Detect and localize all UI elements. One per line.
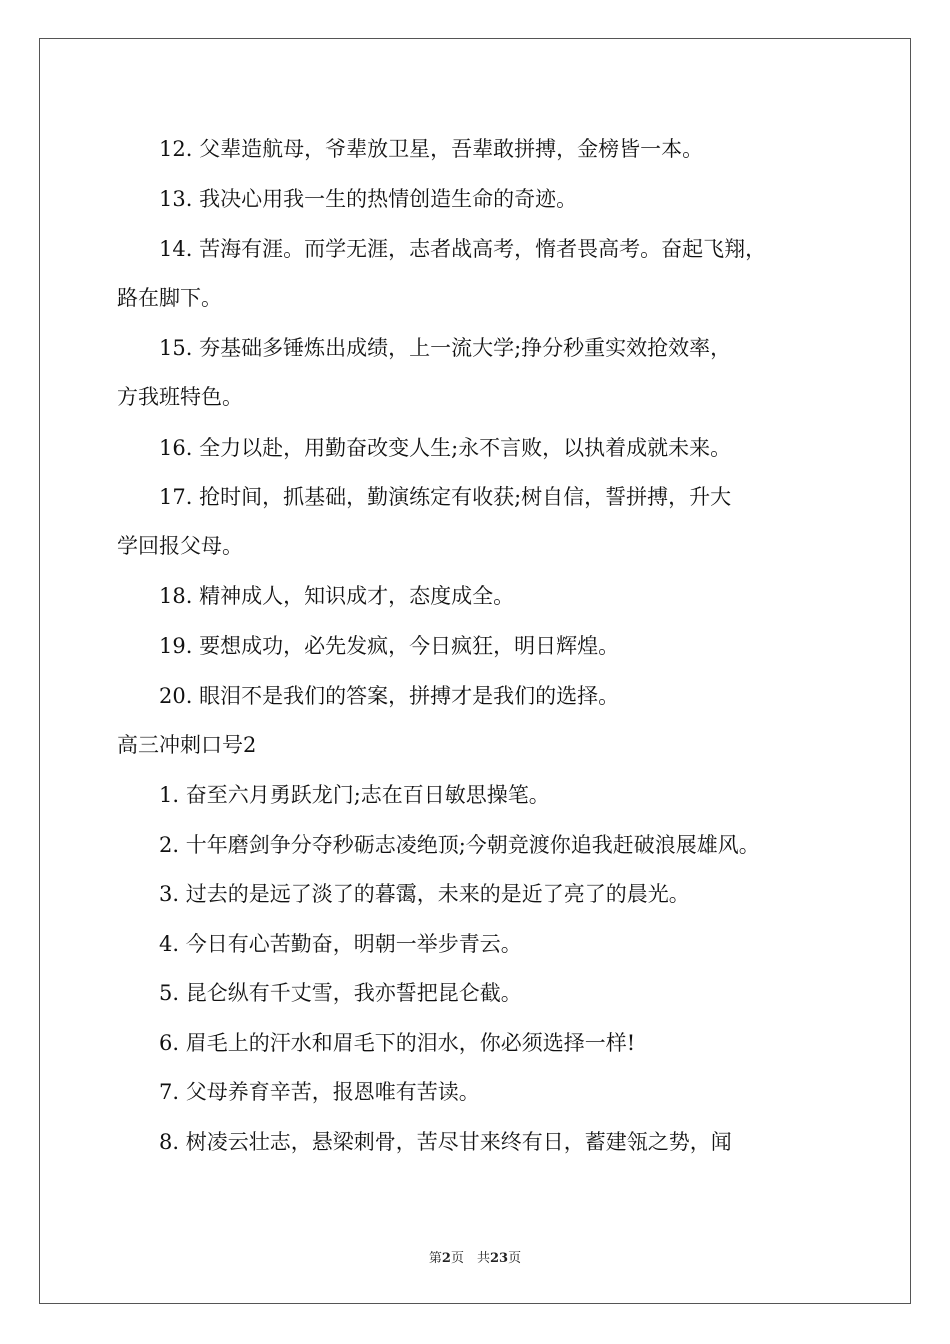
paragraph-13: 13. 我决心用我一生的热情创造生命的奇迹。 (117, 187, 578, 211)
footer-suffix: 页 (508, 1251, 522, 1266)
paragraph-7: 7. 父母养育辛苦，报恩唯有苦读。 (117, 1080, 480, 1104)
footer-prefix: 第 (428, 1251, 442, 1266)
footer-current-page: 2 (441, 1251, 451, 1266)
footer-mid: 页 共 (450, 1251, 490, 1266)
paragraph-1: 1. 奋至六月勇跃龙门;志在百日敏思操笔。 (117, 783, 550, 807)
footer-total-pages: 23 (489, 1251, 509, 1266)
paragraph-14: 14. 苦海有涯。而学无涯，志者战高考，惰者畏高考。奋起飞翔， 路在脚下。 (117, 237, 767, 310)
paragraph-8: 8. 树凌云壮志，悬梁刺骨，苦尽甘来终有日，蓄建瓴之势，闻 (117, 1130, 732, 1154)
paragraph-15: 15. 夯基础多锤炼出成绩，上一流大学;挣分秒重实效抢效率， 方我班特色。 (117, 336, 732, 409)
paragraph-2: 2. 十年磨剑争分夺秒砺志凌绝顶;今朝竞渡你追我赶破浪展雄风。 (117, 833, 760, 857)
paragraph-6: 6. 眉毛上的汗水和眉毛下的泪水，你必须选择一样! (117, 1031, 636, 1055)
paragraph-5: 5. 昆仑纵有千丈雪，我亦誓把昆仑截。 (117, 981, 522, 1005)
paragraph-18: 18. 精神成人，知识成才，态度成全。 (117, 584, 515, 608)
page-footer (0, 1247, 950, 1266)
paragraph-19: 19. 要想成功，必先发疯，今日疯狂，明日辉煌。 (117, 634, 620, 658)
section-heading: 高三冲刺口号2 (117, 733, 257, 757)
paragraph-17: 17. 抢时间，抓基础，勤演练定有收获;树自信，誓拼搏，升大 学回报父母。 (117, 485, 732, 558)
paragraph-4: 4. 今日有心苦勤奋，明朝一举步青云。 (117, 932, 522, 956)
paragraph-3: 3. 过去的是远了淡了的暮霭，未来的是近了亮了的晨光。 (117, 882, 690, 906)
paragraph-12: 12. 父辈造航母，爷辈放卫星，吾辈敢拼搏，金榜皆一本。 (117, 137, 704, 161)
paragraph-20: 20. 眼泪不是我们的答案，拼搏才是我们的选择。 (117, 684, 620, 708)
paragraph-16: 16. 全力以赴，用勤奋改变人生;永不言败，以执着成就未来。 (117, 436, 732, 460)
